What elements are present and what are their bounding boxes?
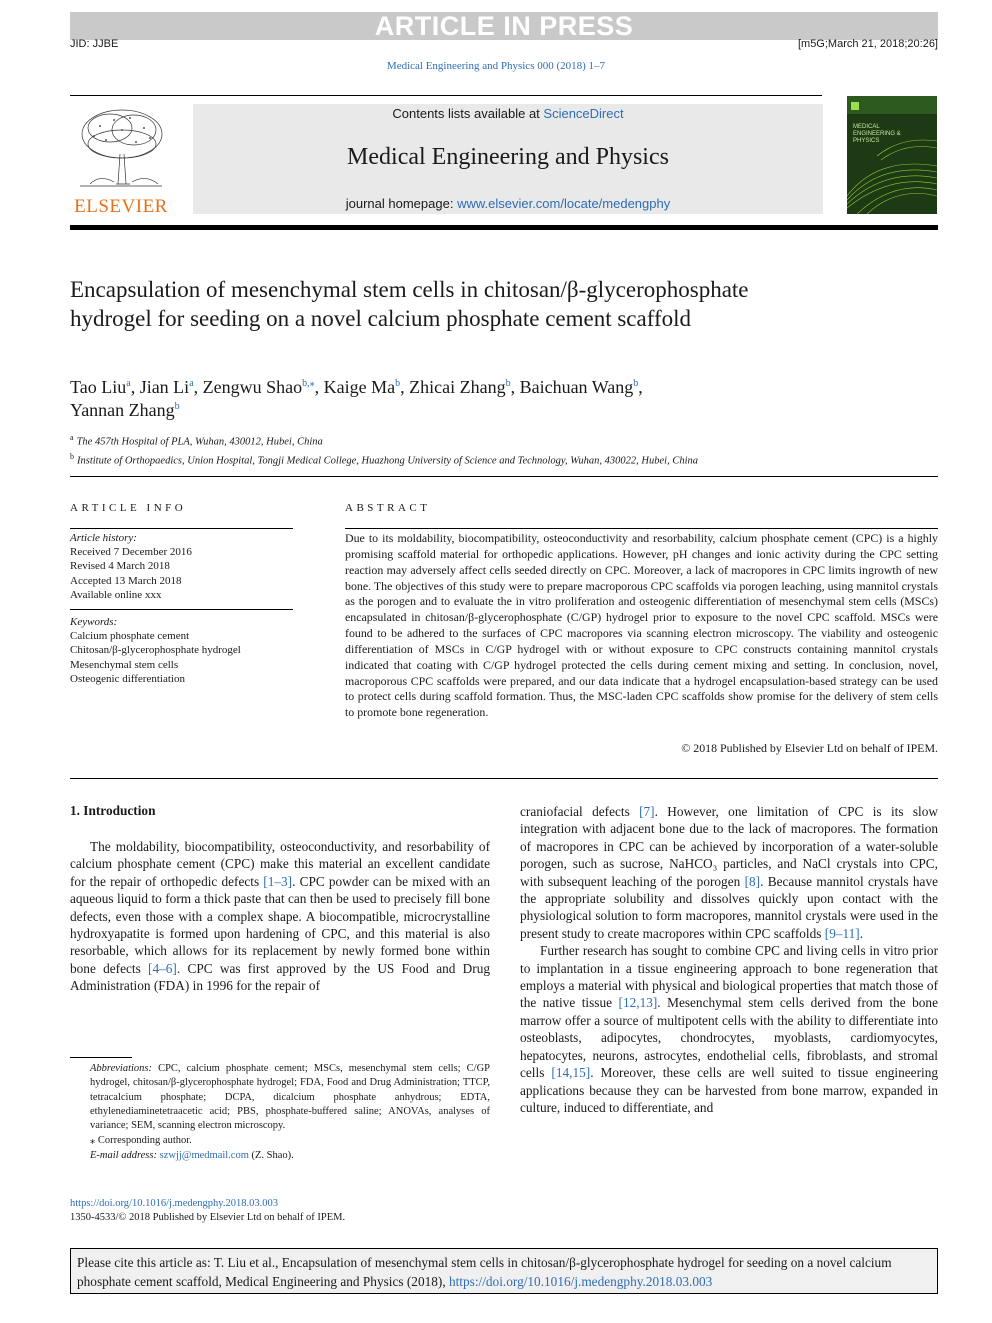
affiliation-label: a — [70, 433, 74, 442]
journal-homepage-link[interactable]: www.elsevier.com/locate/medengphy — [457, 196, 671, 211]
keyword-item: Osteogenic differentiation — [70, 672, 185, 685]
author-separator: , — [130, 377, 140, 397]
history-item: Received 7 December 2016 — [70, 546, 192, 559]
footnote-rule — [70, 1057, 132, 1058]
header-thick-rule — [70, 225, 938, 230]
author-affiliation-mark[interactable]: b — [633, 378, 639, 389]
article-in-press-banner: ARTICLE IN PRESS — [70, 12, 938, 40]
header-top-line — [70, 95, 822, 96]
abstract-text: Due to its moldability, biocompatibility, osteoconductivity and resorbability, calcium phosphate cement (CPC) is a highly promising scaffold material for orthopedic applications. However, pH changes and ionic activity during the CPC setting reaction may adversely affect cells seeded directly on CPC. Moreover, a lack of macropores in CPC limits ingrowth of new bone. The objectives of this study were to prepare macroporous CPC scaffolds via porogen leaching, using mannitol crystals as the porogen and to evaluate the in vitro proliferation and osteogenic differentiation of mesenchymal stem cells (MSCs) encapsulated in chitosan/β-glycerophosphate (C/GP) hydrogel prior to exposure to the novel CPC scaffold. MSCs were found to be adhered to the surfaces of CPC macropores via scanning electron microscopy. The viability and osteogenic differentiation of MSCs in C/GP hydrogel with or without exposure to CPC constructs containing mannitol crystals indicated that coating with C/GP hydrogel protected the cells during cement mixing and setting. In conclusion, novel, macroporous CPC scaffolds were prepared, and our data indicate that a hydrogel encapsulation-based strategy can be used to protect cells during scaffold formation. Thus, the MSC-laden CPC scaffolds show promise for the delivery of stem cells to promote bone regeneration. — [345, 531, 938, 720]
author-affiliation-mark[interactable]: b — [505, 378, 511, 389]
keywords-rule — [70, 609, 293, 610]
left-column — [70, 838, 490, 995]
reference-link[interactable]: [12,13] — [618, 995, 658, 1011]
paragraph-text: Further research has sought to combine CPC and living cells in vitro prior to implantation in a tissue engineering approach to bone regeneration that employs a material with physical and biological properties that match those of the native tissue — [520, 943, 938, 1011]
citation-doi-link[interactable]: https://doi.org/10.1016/j.medengphy.2018.03.003 — [448, 1274, 713, 1289]
reference-link[interactable]: [7] — [639, 804, 655, 819]
author-name[interactable]: Jian Li — [139, 377, 190, 397]
affiliation-text: The 457th Hospital of PLA, Wuhan, 430012, Hubei, China — [76, 436, 323, 448]
paragraph-text: . CPC powder can be mixed with an aqueous liquid to form a thick paste that can then be used to precisely fill bone defects, even those with a complex shape. A biocompatible, microcrystalline hydroxyapatite is formed upon hardening of CPC, and this material is also resorbable, which allows for its replacement by newly formed bone within bone defects — [70, 873, 490, 976]
author-affiliation-mark[interactable]: b — [174, 401, 180, 412]
doi-link[interactable]: https://doi.org/10.1016/j.medengphy.2018.03.003 — [70, 1198, 278, 1209]
email-suffix: (Z. Shao). — [248, 1149, 294, 1161]
contents-line — [193, 106, 823, 121]
author-name[interactable]: Yannan Zhang — [70, 400, 175, 420]
abstract-rule — [345, 528, 938, 529]
article-info — [70, 527, 293, 686]
keyword-item: Chitosan/β-glycerophosphate hydrogel — [70, 644, 241, 657]
paragraph-text: . Because mannitol crystals have the appropriate solubility and dissolves quickly upon contact with the physiological solution to form macropores, mannitol crystals were used in the present study to create macropores within CPC scaffolds — [520, 873, 939, 941]
author-separator: , — [193, 377, 203, 397]
email-link[interactable]: szwjj@medmail.com — [159, 1149, 249, 1161]
paragraph-text: The moldability, biocompatibility, osteoconductivity, and resorbability of calcium phosphate cement (CPC) make this material an excellent candidate for the repair of orthopedic defects — [70, 839, 490, 889]
history-item: Available online xxx — [70, 588, 162, 601]
cover-art-icon — [847, 96, 937, 214]
journal-cover-image[interactable] — [847, 96, 937, 214]
keywords-label: Keywords: — [70, 616, 118, 629]
author-name[interactable]: Zengwu Shao — [202, 377, 303, 397]
affiliations — [70, 431, 870, 468]
reference-link[interactable]: [1–3] — [263, 873, 293, 889]
reference-link[interactable]: [8] — [744, 873, 761, 889]
date-stamp: [m5G;March 21, 2018;20:26] — [797, 38, 938, 50]
reference-link[interactable]: [4–6] — [148, 960, 177, 976]
abstract-heading: ABSTRACT — [345, 502, 431, 514]
paragraph-text: . Mesenchymal stem cells derived from the bone marrow offer a source of multipotent cells with the ability to differentiate into osteoblasts, adipocytes, chondrocytes, myoblasts, cardiomyocytes, hepatocytes, neurons, astrocytes, endothelial cells, fibroblasts, and stromal cells — [520, 995, 938, 1081]
history-item: Revised 4 March 2018 — [70, 560, 170, 573]
article-info-heading: ARTICLE INFO — [70, 502, 187, 514]
homepage-prefix: journal homepage: — [345, 196, 458, 211]
cover-title-text: MEDICAL ENGINEERING & PHYSICS — [853, 124, 901, 144]
article-title: Encapsulation of mesenchymal stem cells in chitosan/β-glycerophosphate hydrogel for seeding on a novel calcium phosphate cement scaffold — [70, 277, 749, 331]
affiliation-label: b — [70, 451, 74, 461]
citation-box — [70, 1248, 938, 1294]
author-affiliation-mark[interactable]: a — [189, 378, 194, 389]
homepage-line — [193, 196, 823, 211]
intro-paragraph-2 — [520, 942, 938, 1116]
author-name[interactable]: Tao Liu — [70, 377, 127, 397]
author-name[interactable]: Zhicai Zhang — [409, 377, 506, 397]
abbreviations-label: Abbreviations: — [90, 1063, 153, 1074]
author-separator: , — [638, 377, 643, 397]
history-item: Accepted 13 March 2018 — [70, 574, 182, 587]
body-top-rule — [70, 778, 938, 779]
affiliation — [70, 431, 870, 450]
info-top-rule — [70, 476, 938, 477]
paragraph-text: . Moreover, these cells are well suited to tissue engineering applications because they can be harvested from bone marrow, expanded in culture, induced to differentiate, and — [520, 1065, 938, 1115]
abstract-copyright: © 2018 Published by Elsevier Ltd on behalf of IPEM. — [681, 741, 938, 755]
contents-prefix: Contents lists available at — [392, 106, 544, 121]
abbreviations-footnote — [70, 1062, 490, 1133]
author-affiliation-mark[interactable]: a — [126, 378, 131, 389]
email-footnote — [70, 1149, 490, 1163]
author-separator: , — [510, 377, 520, 397]
paragraph-text: . CPC was first approved by the US Food and Drug Administration (FDA) in 1996 for the repair of — [70, 960, 490, 994]
introduction-heading: 1. Introduction — [70, 803, 156, 818]
right-column — [520, 803, 938, 1116]
author-separator: , — [400, 377, 410, 397]
footnotes — [70, 1062, 490, 1163]
paragraph-text: . However, one limitation of CPC is its slow integration with adjacent bone due to the lack of macropores. The formation of macropores in CPC can be achieved by incorporation of a water-soluble porogen, such as sucrose, NaHCO₃ particles, and NaCl crystals into CPC, with subsequent leaching of the porogen — [520, 804, 938, 889]
author-name[interactable]: Kaige Ma — [323, 377, 396, 397]
issn-line: 1350-4533/© 2018 Published by Elsevier Ltd on behalf of IPEM. — [70, 1212, 346, 1223]
journal-title: Medical Engineering and Physics — [347, 144, 669, 170]
author-name[interactable]: Baichuan Wang — [519, 377, 634, 397]
author-separator: , — [314, 377, 324, 397]
abbreviations-text: CPC, calcium phosphate cement; MSCs, mesenchymal stem cells; C/GP hydrogel, chitosan/β-glycerophosphate hydrogel; FDA, Food and Drug Administration; TTCP, tetracalcium phosphate; DCPA, dicalcium phosphate anhydrous; EDTA, ethylenediaminetetraacetic acid; PBS, phosphate-buffered saline; ANOVAs, analyses of variance; SEM, scanning electron microscopy. — [90, 1063, 490, 1132]
affiliation-text: Institute of Orthopaedics, Union Hospital, Tongji Medical College, Huazhong University of Science and Technology, Wuhan, 430022, Hubei, China — [77, 455, 699, 466]
affiliation — [70, 450, 870, 469]
sciencedirect-link[interactable]: ScienceDirect — [543, 106, 624, 121]
citation-text: Please cite this article as: T. Liu et al., Encapsulation of mesenchymal stem cells in chitosan/β-glycerophosphate hydrogel for seeding on a novel calcium phosphate cement scaffold, Medical Engineering and Physics (2018), — [77, 1255, 892, 1289]
paragraph-text: craniofacial defects — [520, 804, 640, 819]
journal-reference[interactable]: Medical Engineering and Physics 000 (2018) 1–7 — [386, 60, 606, 72]
keywords-list — [70, 629, 293, 686]
intro-paragraph-1-continued — [520, 803, 938, 942]
author-affiliation-mark[interactable]: b,⁎ — [302, 378, 315, 389]
keyword-item: Calcium phosphate cement — [70, 630, 190, 643]
paragraph-text: . — [859, 925, 864, 941]
corresponding-author-note: ⁎ Corresponding author. — [90, 1135, 192, 1147]
elsevier-wordmark: ELSEVIER — [74, 196, 168, 217]
keyword-item: Mesenchymal stem cells — [70, 658, 179, 671]
reference-link[interactable]: [9–11] — [824, 925, 860, 941]
author-affiliation-mark[interactable]: b — [395, 378, 401, 389]
history-label: Article history: — [70, 532, 137, 544]
history-list — [70, 545, 293, 602]
elsevier-logo[interactable] — [70, 104, 172, 216]
reference-link[interactable]: [14,15] — [551, 1065, 591, 1081]
email-label: E-mail address: — [90, 1149, 157, 1161]
journal-id: JID: JJBE — [70, 38, 119, 50]
author-list — [70, 376, 770, 422]
intro-paragraph-1 — [70, 838, 490, 995]
